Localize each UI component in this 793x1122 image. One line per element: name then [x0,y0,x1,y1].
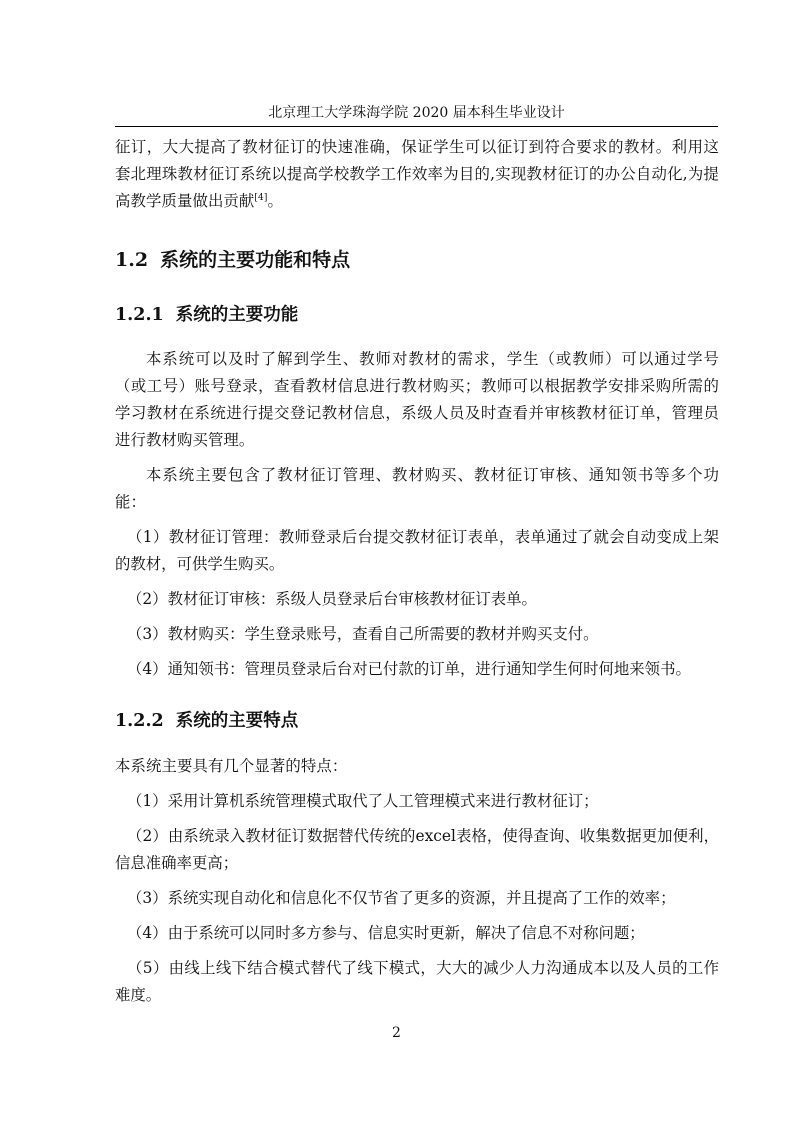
function-item-2: （2）教材征订审核：系级人员登录后台审核教材征订表单。 [127,590,537,608]
subsection-heading-features [115,709,719,733]
feature-item-3: （3）系统实现自动化和信息化不仅节省了更多的资源，并且提高了工作的效率； [127,889,676,907]
feature-item-1: （1）采用计算机系统管理模式取代了人工管理模式来进行教材征订； [127,792,599,810]
header-rule [115,126,718,127]
feature-item-2: （2）由系统录入教材征订数据替代传统的excel表格，使得查询、收集数据更加便利，信息准确率更高； [115,827,719,872]
page-number: 2 [392,1025,401,1041]
subsection-number: 1.2.2 [115,711,164,731]
citation-ref[interactable]: [4] [254,192,268,203]
section-title: 系统的主要功能和特点 [160,249,351,271]
function-item-3: （3）教材购买：学生登录账号，查看自己所需要的教材并购买支付。 [127,625,599,643]
function-item-1: （1）教材征订管理：教师登录后台提交教材征订表单，表单通过了就会自动变成上架的教材，可供学生购买。 [115,528,719,573]
feature-item-4: （4）由于系统可以同时多方参与、信息实时更新，解决了信息不对称问题； [127,924,645,942]
subsection-title: 系统的主要特点 [175,711,299,731]
functions-paragraph-1: 本系统可以及时了解到学生、教师对教材的需求，学生（或教师）可以通过学号（或工号）账号登录，查看教材信息进行教材购买；教师可以根据教学安排采购所需的学习教材在系统进行提交登记教材信息，系级人员及时查看并审核教材征订单，管理员进行教材购买管理。 [115,350,719,449]
intro-text: 征订，大大提高了教材征订的快速准确，保证学生可以征订到符合要求的教材。利用这套北理珠教材征订系统以提高学校教学工作效率为目的,实现教材征订的办公自动化,为提高教学质量做出贡献 [115,138,719,210]
page-content [115,134,719,1009]
subsection-number: 1.2.1 [115,305,164,325]
section-number: 1.2 [115,249,149,271]
section-heading [115,247,719,273]
running-header: 北京理工大学珠海学院 2020 届本科生毕业设计 [268,105,565,121]
features-intro: 本系统主要具有几个显著的特点： [115,757,348,775]
subsection-heading-functions [115,303,719,327]
intro-text-end: 。 [267,192,283,210]
function-item-4: （4）通知领书：管理员登录后台对已付款的订单，进行通知学生何时何地来领书。 [127,660,691,678]
intro-paragraph [115,134,719,215]
feature-item-5: （5）由线上线下结合模式替代了线下模式，大大的减少人力沟通成本以及人员的工作难度。 [115,959,719,1004]
subsection-title: 系统的主要功能 [175,305,299,325]
functions-paragraph-2: 本系统主要包含了教材征订管理、教材购买、教材征订审核、通知领书等多个功能： [115,466,719,511]
